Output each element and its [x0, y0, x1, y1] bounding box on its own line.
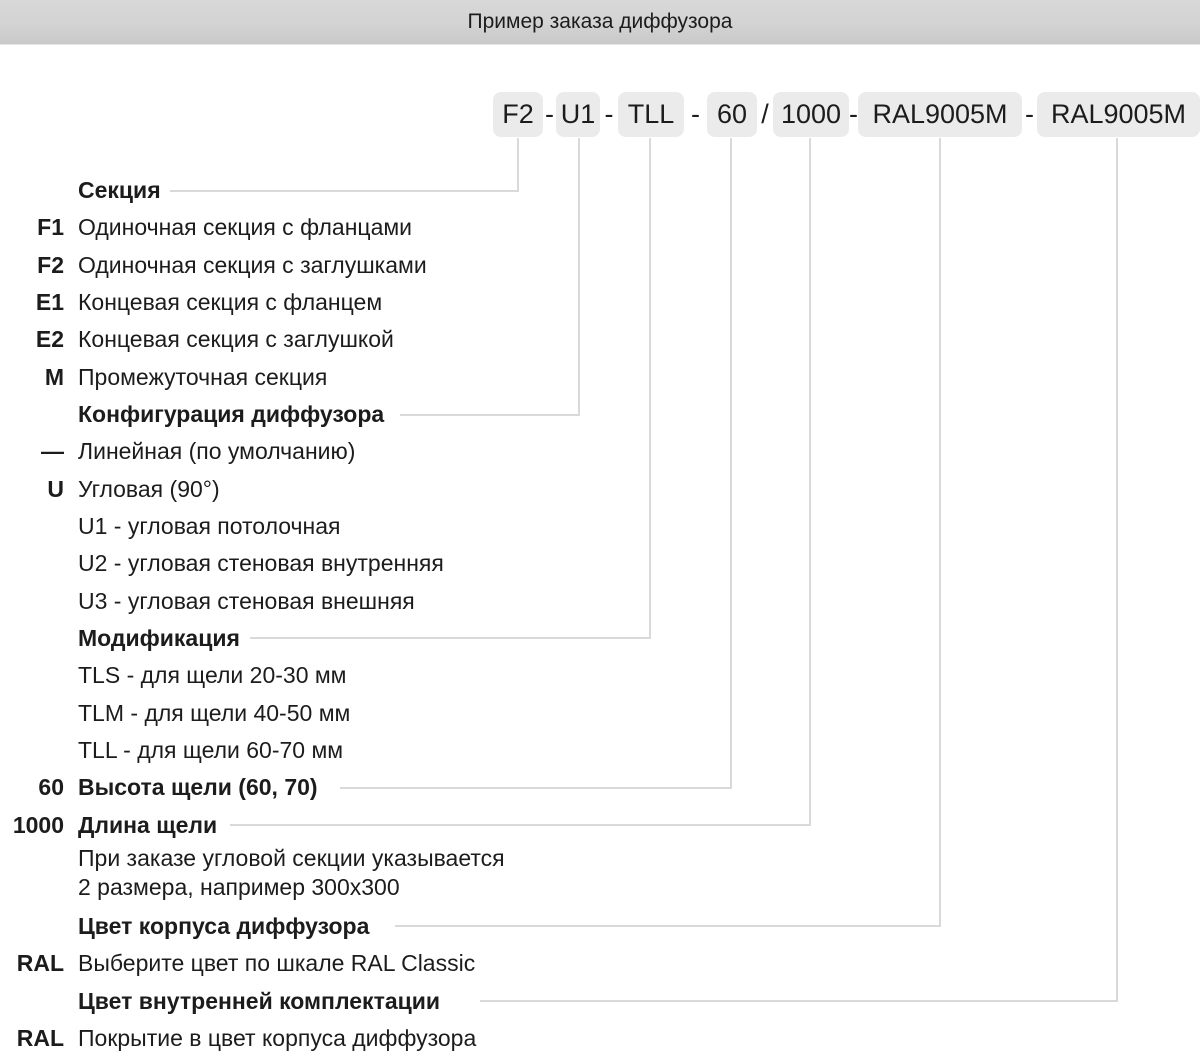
code-separator-slash: / — [761, 99, 769, 129]
row-code: F1 — [37, 214, 64, 241]
note-line-2: 2 размера, например 300x300 — [78, 873, 400, 900]
legend-row — [0, 247, 1200, 284]
legend-row — [0, 695, 1200, 732]
row-code: U — [47, 475, 64, 502]
legend-row — [0, 359, 1200, 396]
code-part-slot-length: 1000 — [773, 92, 849, 137]
row-code: 1000 — [12, 811, 64, 838]
legend-header-configuration — [0, 396, 1200, 433]
row-label: Промежуточная секция — [78, 363, 328, 390]
legend-row — [0, 657, 1200, 694]
row-code: RAL — [16, 1025, 64, 1052]
row-label: Одиночная секция с заглушками — [78, 251, 427, 278]
row-label: U2 - угловая стеновая внутренняя — [78, 550, 444, 577]
legend-header-modification — [0, 620, 1200, 657]
row-label: Модификация — [78, 625, 244, 652]
code-part-configuration: U1 — [556, 92, 600, 137]
code-part-section: F2 — [493, 92, 543, 137]
row-label: Цвет корпуса диффузора — [78, 913, 373, 940]
legend-row — [0, 732, 1200, 769]
row-label: Концевая секция с фланцем — [78, 289, 383, 316]
legend-row — [0, 583, 1200, 620]
legend-row — [0, 471, 1200, 508]
legend-row — [0, 508, 1200, 545]
legend-header-slot-length — [0, 807, 1200, 844]
row-label: Угловая (90°) — [78, 475, 220, 502]
row-label: TLS - для щели 20-30 мм — [78, 662, 347, 689]
legend-row — [0, 433, 1200, 470]
legend-row — [0, 945, 1200, 982]
code-separator: - — [849, 99, 858, 129]
row-label: Конфигурация диффузора — [78, 401, 388, 428]
row-label: Выберите цвет по шкале RAL Classic — [78, 950, 476, 977]
legend-header-section — [0, 172, 1200, 209]
row-code: RAL — [16, 950, 64, 977]
note-line-1: При заказе угловой секции указывается — [78, 844, 505, 871]
code-separator: - — [545, 99, 554, 129]
code-separator: - — [604, 99, 614, 129]
row-label: Линейная (по умолчанию) — [78, 438, 356, 465]
title-bar — [0, 0, 1200, 45]
code-part-modification: TLL — [618, 92, 684, 137]
row-code: E1 — [35, 289, 64, 316]
page-title: Пример заказа диффузора — [467, 10, 733, 33]
code-part-slot-height: 60 — [707, 92, 757, 137]
row-label: Одиночная секция с фланцами — [78, 214, 413, 241]
row-code: 60 — [38, 774, 64, 801]
row-label: U1 - угловая потолочная — [78, 513, 341, 540]
legend-row — [0, 545, 1200, 582]
row-label: U3 - угловая стеновая внешняя — [78, 587, 415, 614]
code-separator: - — [1025, 99, 1034, 129]
row-code: — — [41, 438, 64, 465]
legend-row — [0, 284, 1200, 321]
row-label: Высота щели (60, 70) — [78, 774, 322, 801]
code-part-body-color: RAL9005M — [858, 92, 1022, 137]
row-code: E2 — [35, 326, 64, 353]
row-label: Секция — [78, 177, 165, 204]
legend-header-inner-color — [0, 983, 1200, 1020]
row-code: F2 — [37, 251, 64, 278]
legend-list — [0, 172, 1200, 1057]
legend-header-body-color — [0, 908, 1200, 945]
note-text — [78, 844, 505, 902]
legend-row — [0, 209, 1200, 246]
row-label: Концевая секция с заглушкой — [78, 326, 394, 353]
legend-header-slot-height — [0, 769, 1200, 806]
row-label: Покрытие в цвет корпуса диффузора — [78, 1025, 477, 1052]
row-label: TLL - для щели 60-70 мм — [78, 737, 344, 764]
code-part-inner-color: RAL9005M — [1037, 92, 1200, 137]
code-separator: - — [691, 99, 700, 129]
legend-row — [0, 321, 1200, 358]
row-label: Цвет внутренней комплектации — [78, 988, 444, 1015]
row-label: TLM - для щели 40-50 мм — [78, 699, 351, 726]
legend-row — [0, 1020, 1200, 1057]
row-code: M — [44, 363, 64, 390]
legend-note — [0, 844, 1200, 902]
row-label: Длина щели — [78, 812, 221, 839]
